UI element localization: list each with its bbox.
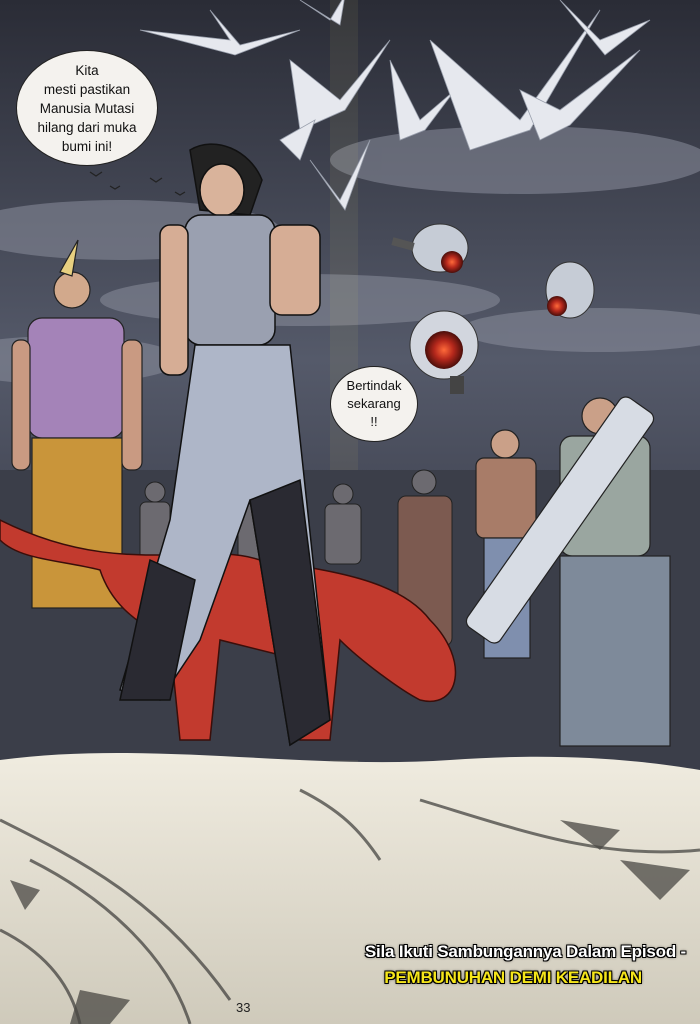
speech-line: mesti pastikan	[43, 81, 131, 97]
speech-line: Bertindak	[346, 378, 402, 393]
speech-bubble-top-left	[16, 50, 158, 166]
speech-line: Kita	[75, 62, 99, 78]
speech-line: sekarang	[347, 396, 401, 411]
speech-line: hilang dari muka	[37, 119, 137, 135]
continuation-caption: Sila Ikuti Sambungannya Dalam Episod -	[364, 942, 686, 961]
speech-line: !!	[370, 414, 378, 429]
speech-line: bumi ini!	[61, 138, 113, 154]
page-number: 33	[236, 1000, 251, 1015]
speech-bubble-center	[330, 366, 418, 442]
next-episode-title: PEMBUNUHAN DEMI KEADILAN	[384, 968, 642, 987]
speech-line: Manusia Mutasi	[39, 100, 135, 116]
